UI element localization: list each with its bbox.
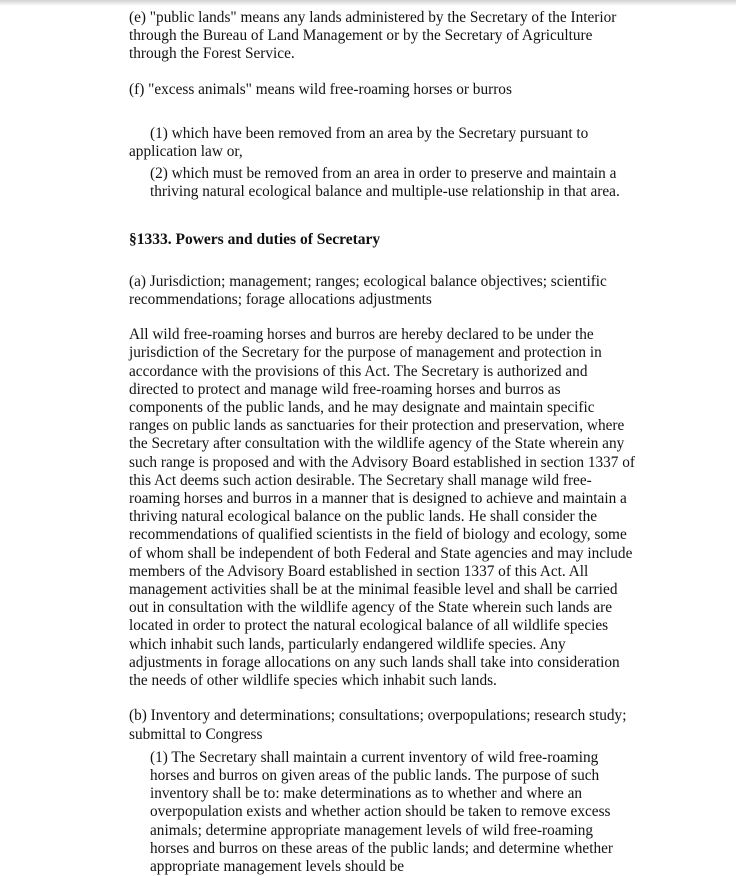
definition-e-public-lands: (e) "public lands" means any lands administered by the Secretary of the Interior through the Bureau of Land Management or by the Secretary of Agriculture through the Forest Service. bbox=[129, 9, 617, 63]
subsection-a-title: (a) Jurisdiction; management; ranges; ecological balance objectives; scientific recommendations; forage allocations adjustments bbox=[129, 272, 607, 309]
subsection-b-title: (b) Inventory and determinations; consultations; overpopulations; research study; submittal to Congress bbox=[129, 707, 627, 743]
subsection-a-body: All wild free-roaming horses and burros are hereby declared to be under the jurisdiction of the Secretary for the purpose of management and protection in accordance with the provisions of this Act. The Secretary is authorized and directed to protect and manage wild free-roaming horses and burros as components of the public lands, and he may designate and maintain specific ranges on public lands as sanctuaries for their protection and preservation, where the Secretary after consultation with the wildlife agency of the State wherein any such range is proposed and with the Advisory Board established in section 1337 of this Act deems such action desirable. The Secretary shall manage wild free-roaming horses and burros in a manner that is designed to achieve and maintain a thriving natural ecological balance on the public lands. He shall consider the recommendations of qualified scientists in the field of biology and ecology, some of whom shall be independent of both Federal and State agencies and may include members of the Advisory Board established in section 1337 of this Act. All management activities shall be at the minimal feasible level and shall be carried out in consultation with the wildlife agency of the State wherein such lands are located in order to protect the natural ecological balance of all wildlife species which inhabit such lands, particularly endangered wildlife species. Any adjustments in forage allocations on any such lands shall take into consideration the needs of other wildlife species which inhabit such lands. bbox=[129, 326, 635, 690]
definition-f-item-2: (2) which must be removed from an area in order to preserve and maintain a thriving natural ecological balance and multiple-use relationship in that area. bbox=[150, 165, 620, 201]
viewer-top-shadow bbox=[0, 0, 736, 6]
definition-f-excess-animals: (f) "excess animals" means wild free-roaming horses or burros bbox=[129, 80, 512, 98]
definition-f-item-1: (1) which have been removed from an area by the Secretary pursuant to application law or, bbox=[129, 124, 589, 161]
document-page bbox=[129, 9, 635, 876]
section-heading: §1333. Powers and duties of Secretary bbox=[129, 230, 381, 248]
subsection-b-item-1: (1) The Secretary shall maintain a current inventory of wild free-roaming horses and burros on given areas of the public lands. The purpose of such inventory shall be to: make determinations as to whether and where an overpopulation exists and whether action should be taken to remove excess animals; determine appropriate management levels of wild free-roaming horses and burros on these areas of the public lands; and determine whether appropriate management levels should be bbox=[150, 748, 614, 875]
